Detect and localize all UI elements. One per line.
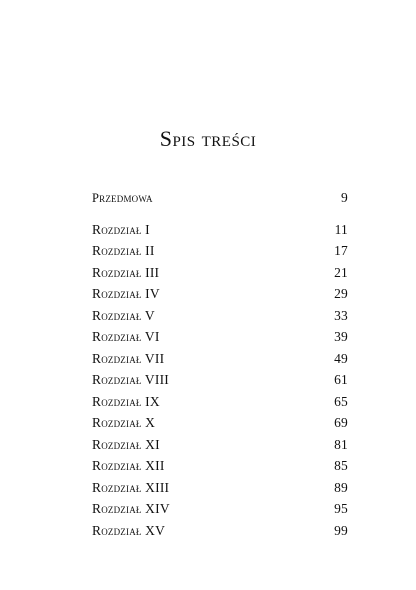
toc-entry-label: Rozdział VI (92, 329, 160, 344)
toc-entry-label: Rozdział XI (92, 436, 160, 452)
toc-entry-page: 99 (334, 522, 348, 538)
toc-entry-page: 11 (334, 221, 348, 237)
toc-entry-page: 95 (334, 501, 348, 516)
toc-entry-chapter (92, 222, 348, 244)
toc-entry-page: 81 (334, 436, 348, 452)
toc-entry-label: Rozdział VIII (92, 372, 169, 387)
toc-entry-chapter (92, 458, 348, 480)
toc-entry-label: Rozdział VII (92, 350, 165, 366)
toc-entry-chapter (92, 243, 348, 265)
toc-entry-label: Rozdział X (92, 415, 156, 430)
toc-entry-page: 29 (334, 286, 348, 301)
toc-entry-chapter (92, 394, 348, 416)
toc-entry-chapter (92, 329, 348, 351)
toc-entry-chapter (92, 480, 348, 502)
toc-entry-page: 17 (334, 243, 348, 258)
toc-entry-preface (92, 190, 348, 212)
toc-entry-chapter (92, 523, 348, 545)
toc-entry-chapter (92, 286, 348, 308)
toc-entry-label: Rozdział IV (92, 286, 160, 301)
toc-entry-chapter (92, 501, 348, 523)
toc-entry-label: Rozdział I (92, 221, 150, 237)
toc-entry-chapter (92, 415, 348, 437)
toc-entry-page: 39 (334, 329, 348, 344)
toc-entry-label: Rozdział XII (92, 458, 165, 473)
toc-entry-chapter (92, 372, 348, 394)
table-of-contents (92, 190, 348, 544)
toc-entry-page: 85 (334, 458, 348, 473)
toc-entry-label: Rozdział XV (92, 522, 166, 538)
toc-entry-page: 33 (334, 307, 348, 323)
toc-entry-chapter (92, 437, 348, 459)
toc-entry-label: Przedmowa (92, 191, 153, 205)
page-title: Spis treści (159, 126, 257, 151)
toc-entry-page: 89 (334, 479, 348, 495)
toc-entry-page: 49 (334, 350, 348, 366)
toc-entry-label: Rozdział IX (92, 393, 160, 409)
toc-entry-page: 21 (334, 264, 348, 280)
toc-entry-chapter (92, 265, 348, 287)
toc-entry-label: Rozdział V (92, 307, 155, 323)
toc-entry-label: Rozdział II (92, 243, 155, 258)
toc-entry-label: Rozdział XIII (92, 479, 170, 495)
toc-entry-page: 65 (334, 393, 348, 409)
toc-entry-page: 69 (334, 415, 348, 430)
toc-entry-label: Rozdział XIV (92, 501, 170, 516)
toc-entry-chapter (92, 308, 348, 330)
toc-entry-page: 9 (341, 190, 348, 205)
toc-entry-label: Rozdział III (92, 264, 160, 280)
toc-entry-chapter (92, 351, 348, 373)
toc-entry-page: 61 (334, 372, 348, 387)
